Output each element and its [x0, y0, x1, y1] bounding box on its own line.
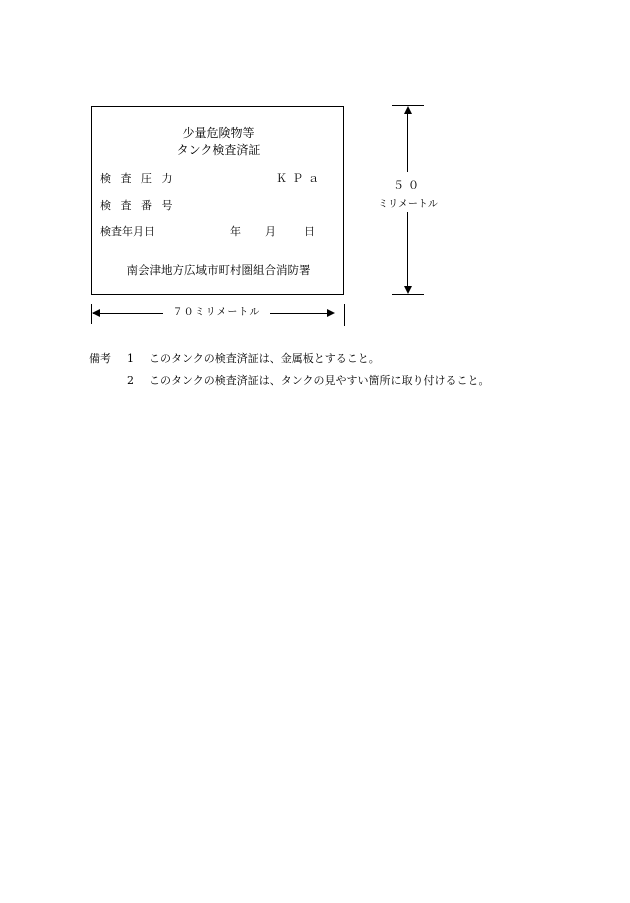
remark-item [89, 348, 490, 370]
remark-item [89, 370, 490, 392]
remark-number: 1 [127, 352, 134, 365]
arrow-right-icon [327, 309, 335, 317]
pressure-label: 検 査 圧 力 [100, 172, 176, 185]
remarks [89, 348, 490, 392]
date-year: 年 [230, 225, 241, 238]
width-dimension-right-tick [344, 304, 345, 326]
pressure-unit: ＫＰａ [276, 172, 324, 185]
arrow-up-icon [404, 106, 412, 114]
inspection-number-label: 検 査 番 号 [100, 199, 176, 212]
inspection-date-label: 検査年月日 [100, 225, 155, 238]
remark-text: このタンクの検査済証は、タンクの見やすい箇所に取り付けること。 [149, 374, 490, 387]
remark-text: このタンクの検査済証は、金属板とすること。 [149, 352, 380, 365]
remarks-heading: 備考 [89, 352, 111, 365]
date-month: 月 [265, 225, 276, 238]
date-day: 日 [304, 225, 315, 238]
height-dimension-bottom-tick [392, 294, 424, 295]
inspection-certificate-plate [91, 106, 344, 295]
arrow-down-icon [404, 286, 412, 294]
issuer-name: 南会津地方広域市町村圏組合消防署 [126, 263, 311, 277]
width-dimension-label: ７０ミリメートル [163, 306, 270, 320]
height-dimension-unit: ミリメートル [378, 199, 438, 210]
height-dimension-value: ５０ [393, 179, 423, 192]
plate-title-line2: タンク検査済証 [176, 143, 261, 157]
arrow-left-icon [92, 309, 100, 317]
remark-number: 2 [127, 374, 134, 387]
plate-title-line1: 少量危険物等 [182, 126, 255, 140]
